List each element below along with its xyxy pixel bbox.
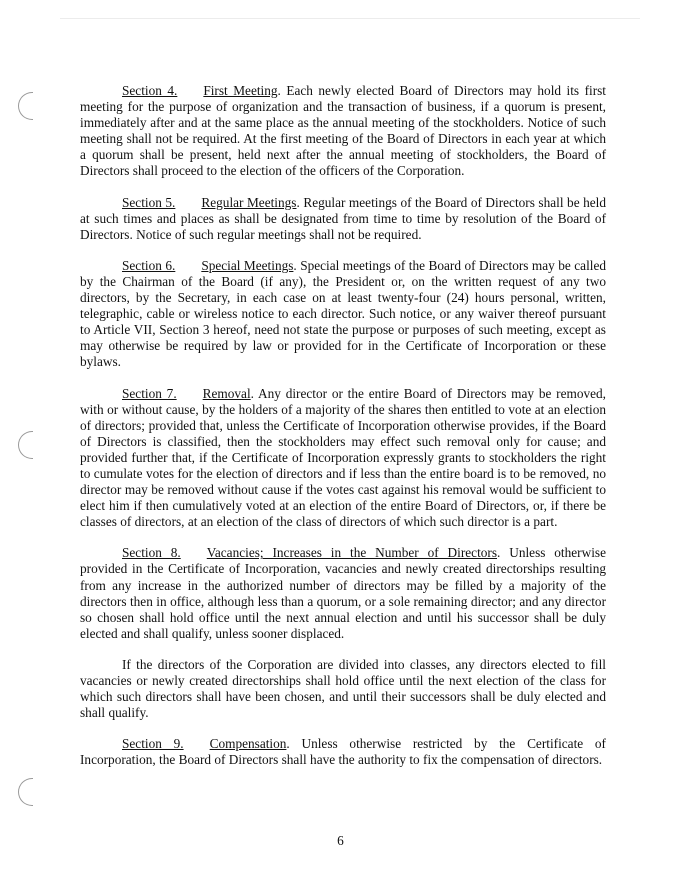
binder-hole-mark (18, 431, 33, 459)
section-text: . Regular meetings of the Board of Directors shall be held at such times and places as shall be designated from time to time by resolution of the Board of Directors. Notice of such regular meetings shall not be required. (80, 194, 606, 242)
section-heading: First Meeting (203, 83, 278, 98)
section-7-paragraph (80, 386, 606, 531)
scan-artifact-line (60, 18, 640, 19)
section-text: . Any director or the entire Board of Directors may be removed, with or without cause, by the holders of a majority of the shares then entitled to vote at an election of directors; provided that, unless the Certificate of Incorporation otherwise provides, if the Board of Directors is classified, then the stockholders may effect such removal only for cause; and provided further that, if the Certificate of Incorporation expressly grants to stockholders the right to cumulate votes for the election of directors and if less than the entire board is to be removed, no director may be removed without cause if the votes cast against his removal would be sufficient to elect him if then cumulatively voted at an election of the entire Board of Directors, or, if there be classes of directors, at an election of the class of directors of which such director is a part. (80, 385, 606, 530)
binder-hole-mark (18, 92, 33, 120)
section-number: Section 8. (122, 545, 181, 561)
binder-hole-mark (18, 778, 33, 806)
section-text: . Each newly elected Board of Directors may hold its first meeting for the purpose of organization and the transaction of business, if a quorum is present, immediately after and at the same place as the annual meeting of the stockholders. Notice of such meeting shall not be required. At the first meeting of the Board of Directors in each year at which a quorum shall be present, held next after the annual meeting of stockholders, the Board of Directors shall proceed to the election of the officers of the Corporation. (80, 83, 606, 179)
section-text: . Unless otherwise provided in the Certificate of Incorporation, vacancies and newly created directorships resulting from any increase in the authorized number of directors may be filled by a majority of the directors then in office, although less than a quorum, or a sole remaining director; and any director so chosen shall hold office until the next annual election and until his successor shall be duly elected and shall qualify, unless sooner displaced. (80, 545, 606, 641)
section-4-paragraph (80, 83, 606, 180)
page-number: 6 (337, 833, 344, 848)
section-8-continuation-paragraph: If the directors of the Corporation are divided into classes, any directors elected to fill vacancies or newly created directorships shall hold office until the next election of the class for which such directors shall have been chosen, and until their successors shall be duly elected and shall qualify. (80, 656, 606, 721)
section-number: Section 6. (122, 257, 176, 273)
section-heading: Removal (202, 385, 251, 401)
section-heading: Regular Meetings (201, 194, 297, 210)
section-heading: Compensation (209, 736, 287, 752)
section-6-paragraph (80, 258, 606, 371)
section-8-paragraph (80, 545, 606, 642)
section-number: Section 7. (122, 385, 177, 401)
section-number: Section 4. (122, 83, 178, 98)
section-number: Section 9. (122, 736, 184, 752)
document-body (80, 83, 606, 783)
section-number: Section 5. (122, 194, 176, 210)
section-text: . Special meetings of the Board of Directors may be called by the Chairman of the Board (if any), the President or, on the written request of any two directors, by the Secretary, in each case on at least twenty-four (24) hours personal, written, telegraphic, cable or wireless notice to each director. Such notice, or any waiver thereof pursuant to Article VII, Section 3 hereof, need not state the purpose or purposes of such meeting, except as may otherwise be required by law or provided for in the Certificate of Incorporation or these bylaws. (80, 257, 607, 370)
section-9-paragraph (80, 736, 606, 768)
section-heading: Vacancies; Increases in the Number of Directors (206, 545, 498, 561)
section-heading: Special Meetings (201, 257, 294, 273)
section-5-paragraph (80, 195, 606, 243)
section-text: . Unless otherwise restricted by the Certificate of Incorporation, the Board of Directors shall have the authority to fix the compensation of directors. (80, 736, 606, 768)
